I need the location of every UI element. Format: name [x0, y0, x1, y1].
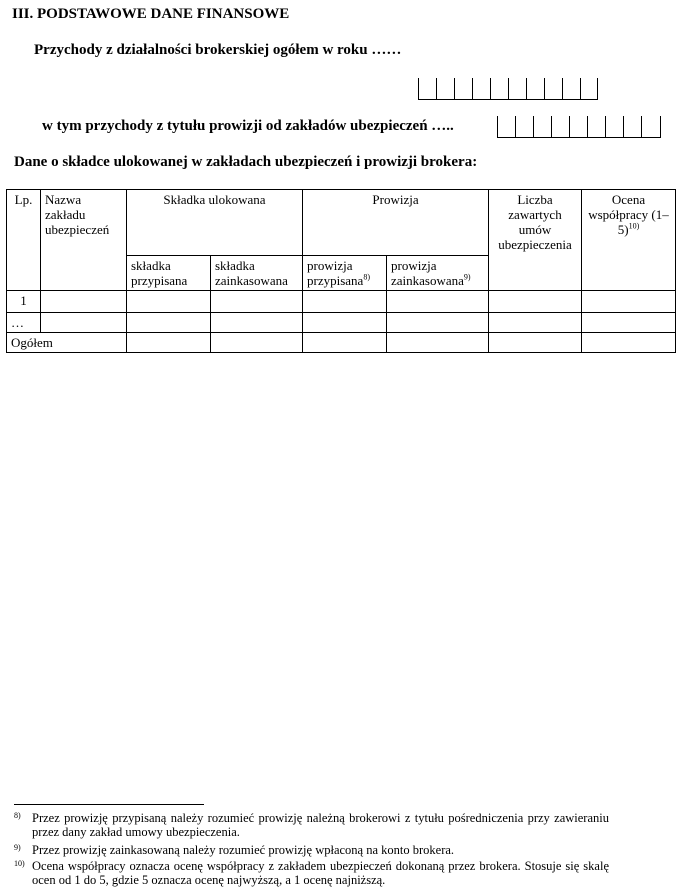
header-premium-collected: składka zainkasowana: [211, 256, 303, 291]
header-commission-collected: [387, 256, 489, 291]
cell-input[interactable]: [582, 333, 676, 353]
footnote-text: Przez prowizję przypisaną należy rozumieć prowizję należną brokerowi z tytułu pośredniczenia przy zawieraniu przez dany zakład umowy ubezpieczenia.: [32, 811, 609, 839]
row-total-label: Ogółem: [7, 333, 127, 353]
cell-input[interactable]: [127, 333, 211, 353]
revenue-total-input[interactable]: [418, 78, 598, 102]
header-premium: Składka ulokowana: [127, 190, 303, 256]
footnote-10: [14, 859, 609, 887]
table-row-total: [7, 333, 676, 353]
header-commission-assigned: [303, 256, 387, 291]
header-contracts: Liczba zawartych umów ubezpieczenia: [489, 190, 582, 291]
footnote-9: [14, 843, 609, 857]
cell-input[interactable]: [41, 291, 127, 313]
footnote-text: Ocena współpracy oznacza ocenę współpracy z zakładem ubezpieczeń dokonaną przez brokera. Stosuje się skalę ocen od 1 do 5, gdzie 5 oznacza ocenę najwyższą, a 1 ocenę najniższą.: [32, 859, 609, 887]
revenue-total-label: Przychody z działalności brokerskiej ogółem w roku ……: [34, 42, 402, 58]
header-commission-collected-label: prowizja zainkasowana: [391, 258, 464, 288]
cell-input[interactable]: [489, 291, 582, 313]
cell-input[interactable]: [127, 291, 211, 313]
header-commission: Prowizja: [303, 190, 489, 256]
cell-input[interactable]: [211, 291, 303, 313]
cell-input[interactable]: [489, 313, 582, 333]
section-title: III. PODSTAWOWE DANE FINANSOWE: [12, 6, 290, 22]
header-premium-assigned: składka przypisana: [127, 256, 211, 291]
cell-input[interactable]: [387, 333, 489, 353]
table-row: [7, 313, 676, 333]
row-lp: 1: [7, 291, 41, 313]
footnote-8: [14, 811, 609, 839]
cell-input[interactable]: [387, 291, 489, 313]
footnote-number: 9): [14, 843, 21, 852]
footnote-number: 10): [14, 859, 25, 868]
header-commission-collected-ref: 9): [463, 272, 471, 282]
revenue-commission-label: w tym przychody z tytułu prowizji od zakładów ubezpieczeń …..: [42, 118, 454, 134]
cell-input[interactable]: [303, 291, 387, 313]
header-rating-ref: 10): [628, 221, 640, 231]
header-rating: [582, 190, 676, 291]
cell-input[interactable]: [387, 313, 489, 333]
header-rating-label: Ocena współpracy (1–5): [588, 192, 669, 237]
table-row: [7, 291, 676, 313]
header-commission-assigned-ref: 8): [363, 272, 370, 282]
header-insurer-name: Nazwa zakładu ubezpieczeń: [41, 190, 127, 291]
table-heading: Dane o składce ulokowanej w zakładach ubezpieczeń i prowizji brokera:: [14, 154, 478, 170]
broker-data-table: [6, 189, 676, 353]
cell-input[interactable]: [127, 313, 211, 333]
cell-input[interactable]: [303, 313, 387, 333]
revenue-commission-input[interactable]: [497, 116, 661, 140]
row-lp: …: [7, 313, 41, 333]
footnote-rule: [14, 804, 204, 805]
cell-input[interactable]: [582, 291, 676, 313]
header-commission-assigned-label: prowizja przypisana: [307, 258, 364, 288]
header-lp: Lp.: [7, 190, 41, 291]
cell-input[interactable]: [41, 313, 127, 333]
footnote-text: Przez prowizję zainkasowaną należy rozumieć prowizję wpłaconą na konto brokera.: [32, 843, 455, 857]
cell-input[interactable]: [303, 333, 387, 353]
footnote-number: 8): [14, 811, 21, 820]
cell-input[interactable]: [211, 313, 303, 333]
cell-input[interactable]: [489, 333, 582, 353]
cell-input[interactable]: [582, 313, 676, 333]
cell-input[interactable]: [211, 333, 303, 353]
